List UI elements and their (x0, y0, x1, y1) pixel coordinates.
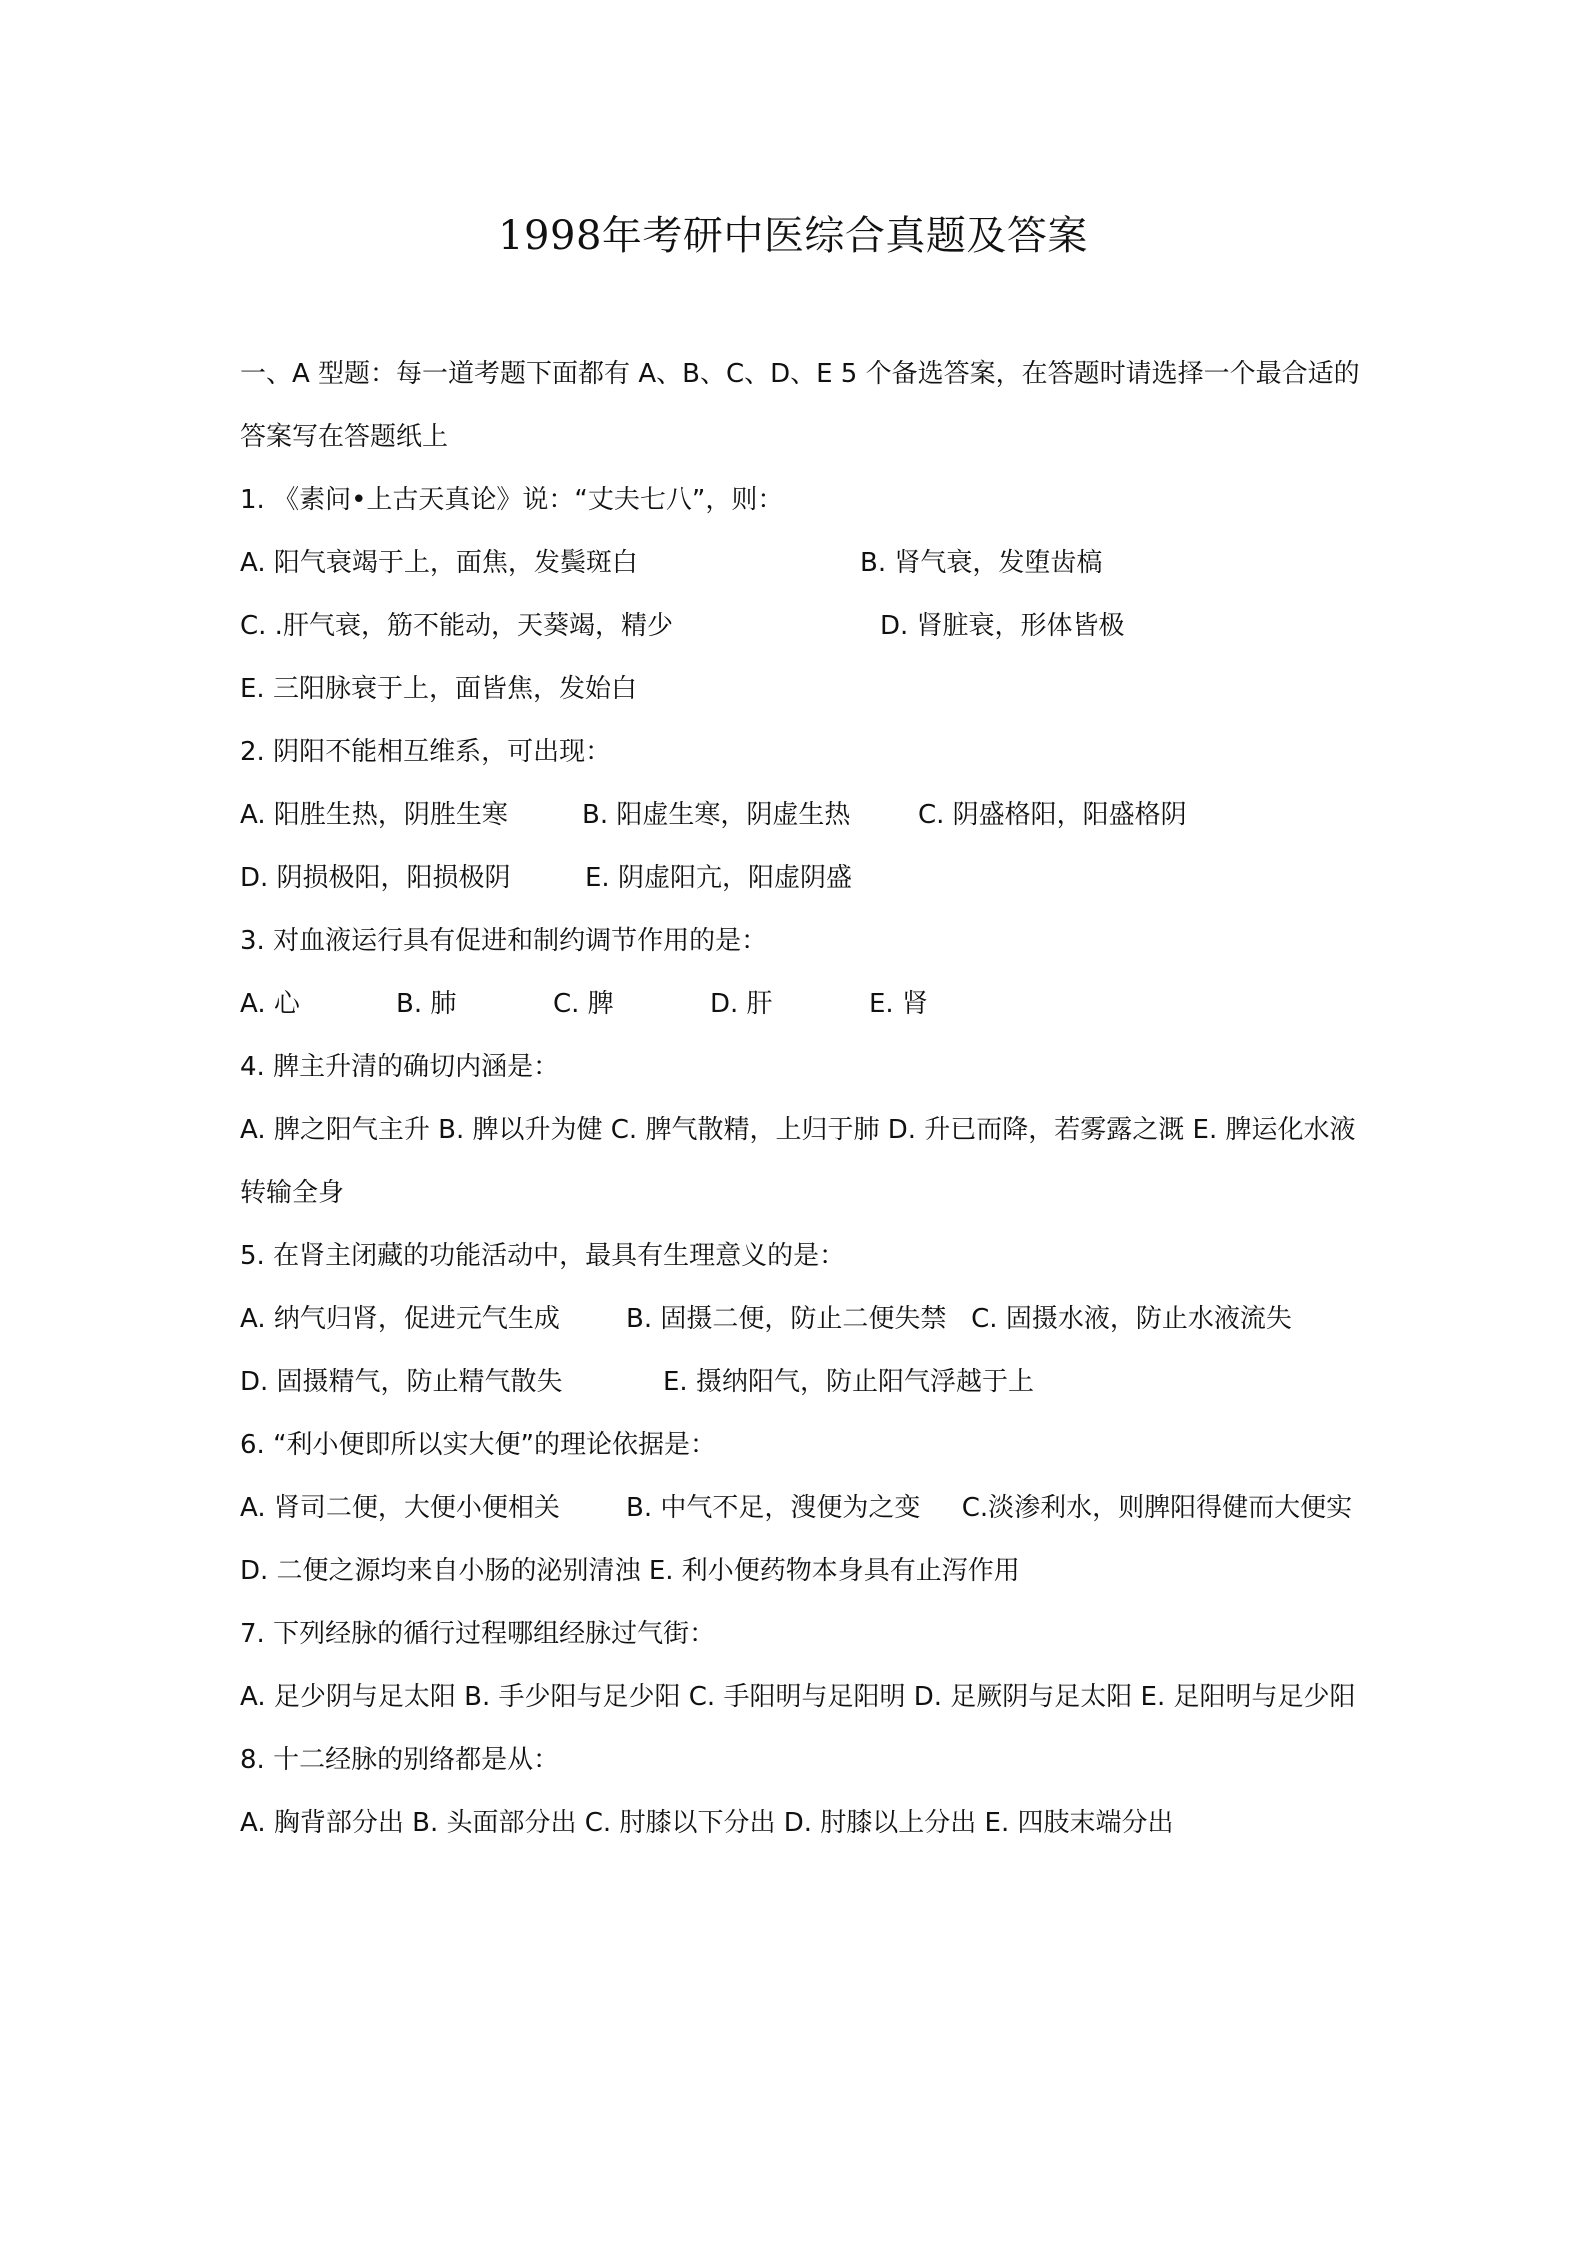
question-7-options: A. 足少阴与足太阳 B. 手少阳与足少阳 C. 手阳明与足阳明 D. 足厥阴与足太阳 E. 足阳明与足少阳 (240, 1682, 1356, 1712)
question-6-option-b: B. 中气不足，溲便为之变 (625, 1493, 921, 1523)
question-2-option-e: E. 阴虚阳亢，阳虚阴盛 (585, 863, 852, 893)
question-3-option-e: E. 肾 (869, 989, 928, 1019)
question-2-option-c: C. 阴盛格阳，阳盛格阴 (918, 800, 1187, 830)
question-1-stem: 1. 《素问•上古天真论》说：“丈夫七八”，则： (240, 485, 784, 515)
question-5-option-e: E. 摄纳阳气，防止阳气浮越于上 (663, 1367, 1034, 1397)
question-8-stem: 8. 十二经脉的别络都是从： (240, 1745, 560, 1775)
question-5-option-d: D. 固摄精气，防止精气散失 (240, 1367, 563, 1397)
question-1-options-row-1 (240, 532, 1360, 595)
question-1-option-d: D. 肾脏衰，形体皆极 (880, 611, 1125, 641)
question-6-options-row-2 (240, 1540, 1360, 1603)
question-2-options-row-2 (240, 847, 1360, 910)
question-6-stem: 6. “利小便即所以实大便”的理论依据是： (240, 1430, 717, 1460)
question-1-option-a: A. 阳气衰竭于上，面焦，发鬓斑白 (240, 548, 638, 578)
question-1-options-row-2 (240, 595, 1360, 658)
question-3-option-b: B. 肺 (396, 989, 457, 1019)
question-3-option-d: D. 肝 (710, 989, 773, 1019)
question-1-option-e: E. 三阳脉衰于上，面皆焦，发始白 (240, 674, 637, 704)
question-1-option-b: B. 肾气衰，发堕齿槁 (860, 548, 1103, 578)
question-6-option-e: E. 利小便药物本身具有止泻作用 (648, 1556, 1020, 1586)
question-3-stem: 3. 对血液运行具有促进和制约调节作用的是： (240, 926, 768, 956)
question-8-options: A. 胸背部分出 B. 头面部分出 C. 肘膝以下分出 D. 肘膝以上分出 E. 四肢末端分出 (240, 1808, 1174, 1838)
question-3-options-row (240, 973, 1360, 1036)
page-title: 1998年考研中医综合真题及答案 (498, 213, 1088, 259)
question-2-option-b: B. 阳虚生寒，阴虚生热 (582, 800, 851, 830)
question-4-stem: 4. 脾主升清的确切内涵是： (240, 1052, 560, 1082)
question-3-option-a: A. 心 (240, 989, 300, 1019)
question-4-options: A. 脾之阳气主升 B. 脾以升为健 C. 脾气散精，上归于肺 D. 升已而降，若雾露之溉 E. 脾运化水液转输全身 (240, 1115, 1356, 1208)
question-2-options-row-1 (240, 784, 1360, 847)
question-2-option-a: A. 阳胜生热，阴胜生寒 (240, 800, 508, 830)
question-2-option-d: D. 阴损极阳，阳损极阴 (240, 863, 511, 893)
question-7-stem: 7. 下列经脉的循行过程哪组经脉过气街： (240, 1619, 716, 1649)
question-2-stem: 2. 阴阳不能相互维系，可出现： (240, 737, 612, 767)
question-5-stem: 5. 在肾主闭藏的功能活动中，最具有生理意义的是： (240, 1241, 846, 1271)
question-5-option-a: A. 纳气归肾，促进元气生成 (240, 1304, 560, 1334)
exam-content (240, 343, 1360, 1855)
question-5-options-row-1 (240, 1288, 1360, 1351)
question-3-option-c: C. 脾 (553, 989, 614, 1019)
question-6-option-c: C.淡渗利水，则脾阳得健而大便实 (961, 1493, 1353, 1523)
question-6-options-row-1 (240, 1477, 1360, 1540)
question-5-option-b: B. 固摄二便，防止二便失禁 (625, 1304, 947, 1334)
question-6-option-a: A. 肾司二便，大便小便相关 (240, 1493, 560, 1523)
question-5-option-c: C. 固摄水液，防止水液流失 (971, 1304, 1292, 1334)
question-1-option-c: C. .肝气衰，筋不能动，天葵竭，精少 (240, 611, 673, 641)
question-5-options-row-2 (240, 1351, 1360, 1414)
question-6-option-d: D. 二便之源均来自小肠的泌别清浊 (240, 1556, 641, 1586)
section-header: 一、A 型题：每一道考题下面都有 A、B、C、D、E 5 个备选答案，在答题时请选择一个最合适的答案写在答题纸上 (240, 359, 1360, 452)
